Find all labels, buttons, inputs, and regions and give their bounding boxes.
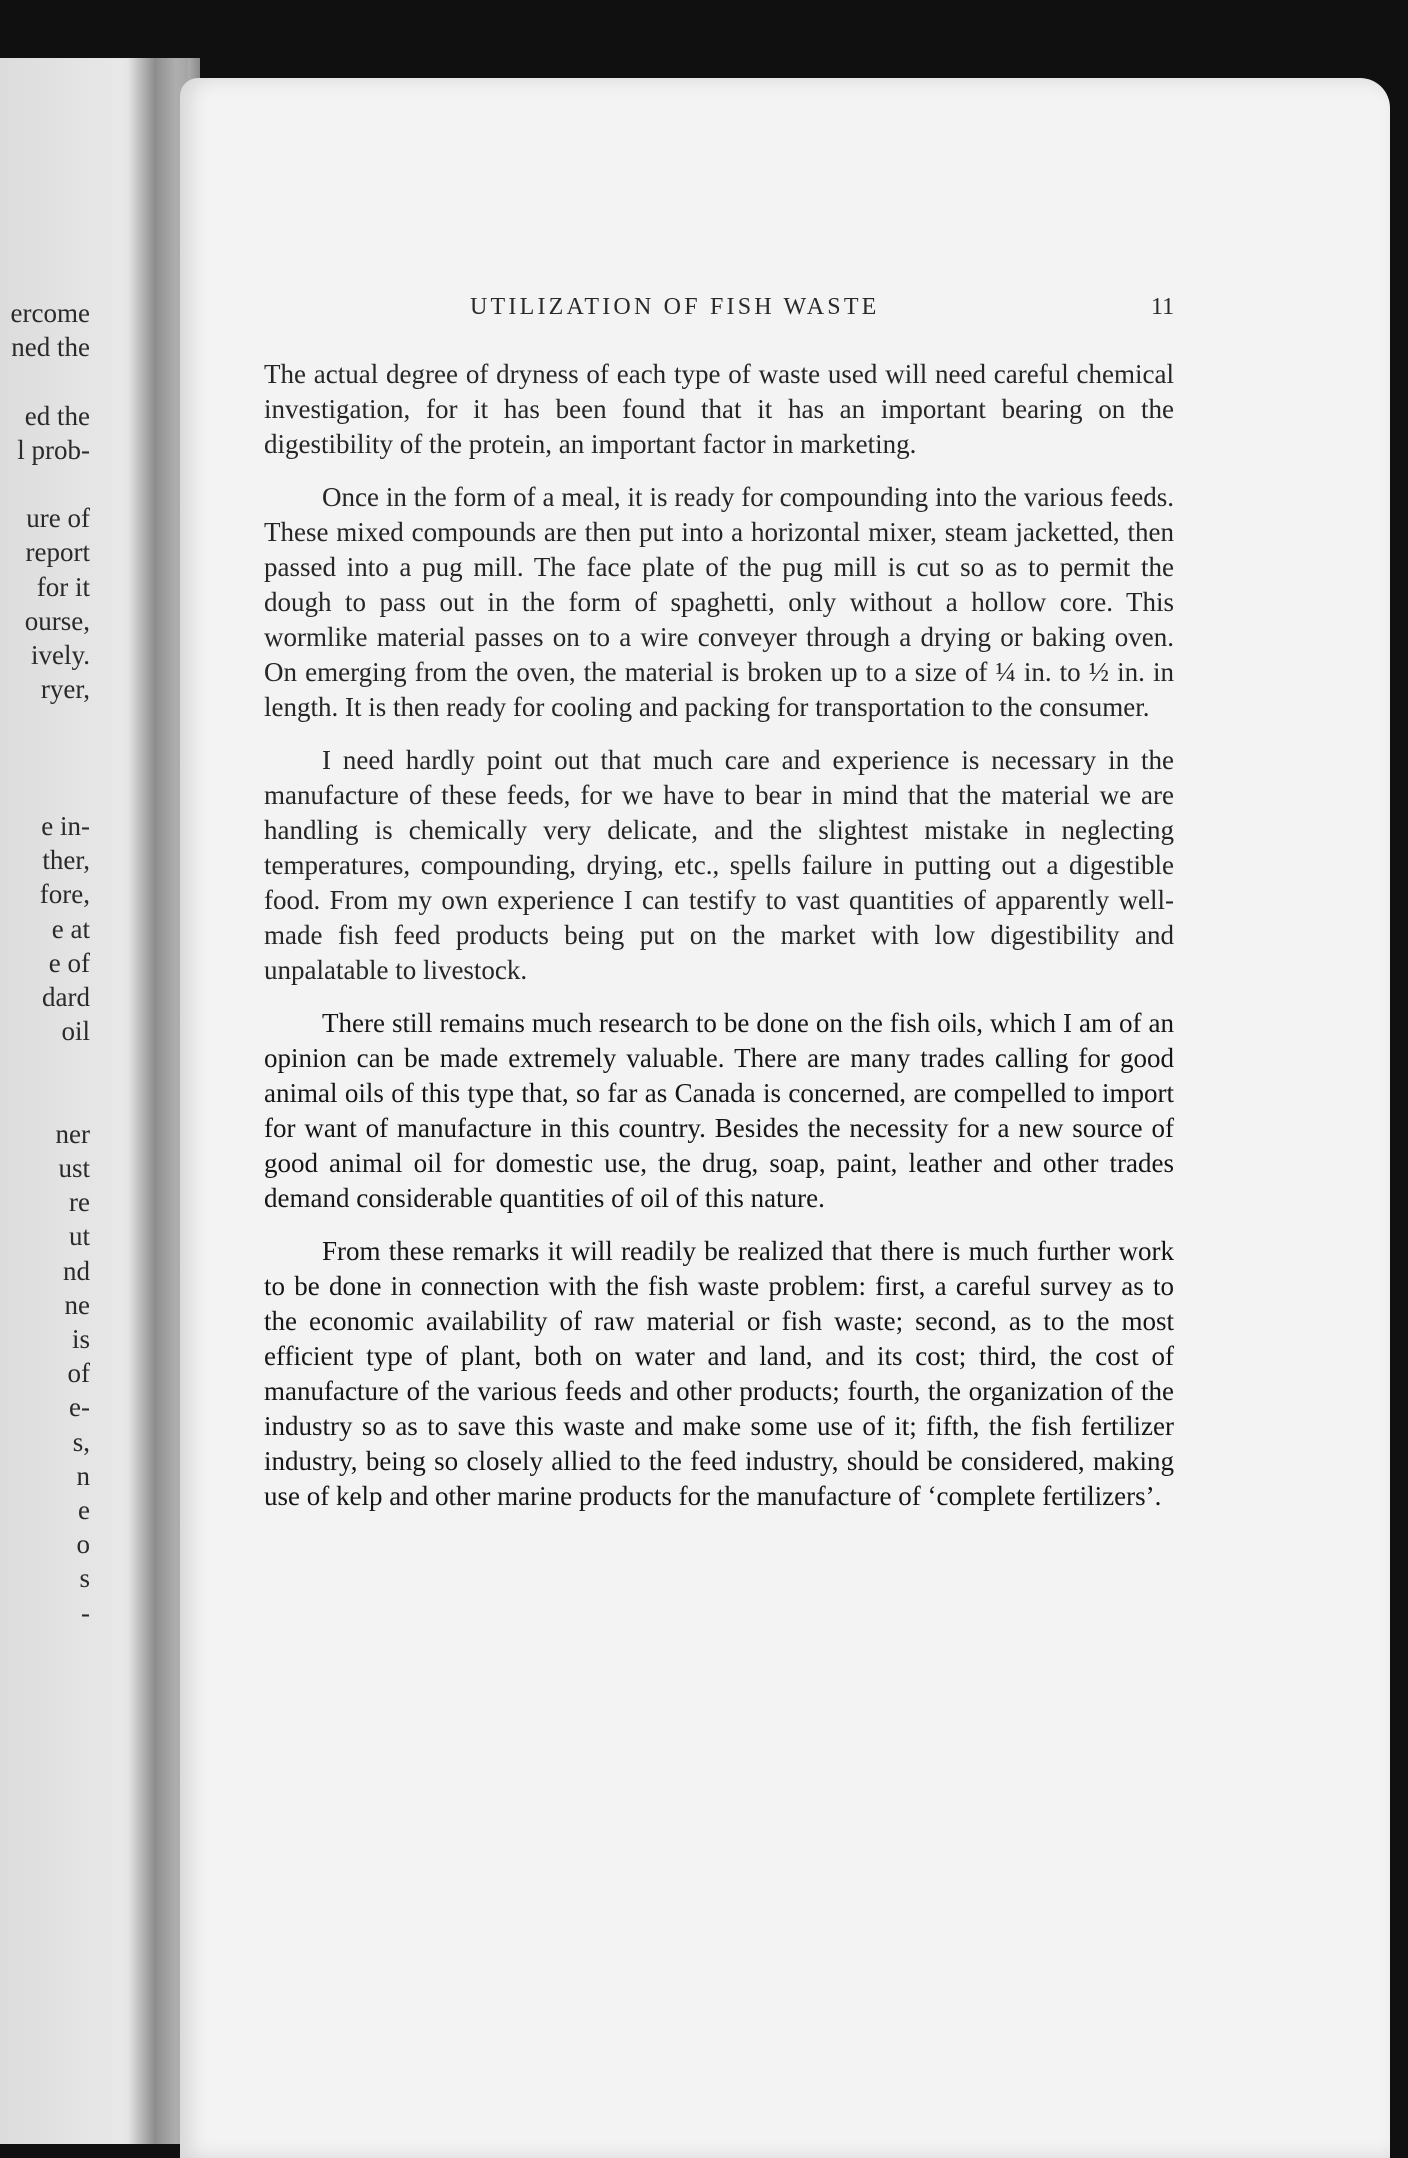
- facing-page-fragment: e in-: [41, 811, 90, 841]
- facing-page-fragment: ned the: [11, 332, 90, 363]
- facing-page-fragment: -: [81, 1597, 90, 1628]
- paragraph-2: Once in the form of a meal, it is ready for compounding into the various feeds. These mixed compounds are then put into a horizontal mixer, steam jacketted, then passed into a pug mill. The face plate of the pug mill is cut so as to permit the dough to pass out in the form of spaghetti, only without a hollow core. This wormlike material passes on to a wire conveyer through a drying or baking oven. On emerging from the oven, the material is broken up to a size of ¼ in. to ½ in. in length. It is then ready for cooling and packing for transportation to the consumer.: [264, 482, 1174, 722]
- facing-page-fragment: e at: [51, 913, 90, 944]
- facing-page-fragment: ed the: [24, 400, 90, 431]
- facing-page-fragment: for it: [36, 571, 90, 602]
- facing-page-fragment: fore,: [39, 879, 90, 910]
- facing-page-fragment: ure of: [26, 503, 90, 534]
- facing-page-fragment: o: [76, 1529, 90, 1560]
- body-text: [264, 357, 1174, 1532]
- facing-page-fragment: of: [67, 1358, 90, 1389]
- page-number: 11: [1151, 294, 1175, 320]
- book-gutter-shadow: [128, 58, 188, 2144]
- facing-page-fragment: s: [79, 1563, 90, 1594]
- facing-page-fragment: nd: [63, 1255, 90, 1286]
- paragraph-5: From these remarks it will readily be realized that there is much further work to be done in connection with the fish waste problem: first, a careful survey as to the economic availability of raw material or fish waste; second, as to the most efficient type of plant, both on water and land, and its cost; third, the cost of manufacture of the various feeds and other products; fourth, the organization of the industry so as to save this waste and make some use of it; fifth, the fish fertilizer industry, being so closely allied to the feed industry, should be considered, making use of kelp and other marine products for the manufacture of ‘complete fertilizers’.: [264, 1236, 1174, 1511]
- facing-page-fragment: ryer,: [40, 674, 90, 705]
- facing-page-fragment: report: [25, 537, 90, 568]
- paragraph-3: I need hardly point out that much care and experience is necessary in the manufacture of these feeds, for we have to bear in mind that the material we are handling is chemically very delicate, and the slightest mistake in neglecting temperatures, compounding, drying, etc., spells failure in putting out a digestible food. From my own experience I can testify to vast quantities of apparently well-made fish feed products being put on the market with low digestibility and unpalatable to livestock.: [264, 745, 1174, 985]
- facing-page-fragment: e-: [69, 1392, 90, 1423]
- running-title: UTILIZATION OF FISH WASTE: [470, 294, 880, 320]
- facing-page-fragment: is: [71, 1324, 90, 1354]
- facing-page-fragment: e: [78, 1495, 90, 1525]
- facing-page-fragment: ut: [68, 1221, 90, 1252]
- facing-page-fragment: l prob-: [17, 434, 90, 465]
- facing-page-fragment: ne: [64, 1289, 90, 1320]
- facing-page-fragment: ively.: [31, 640, 90, 670]
- facing-page-fragment: s,: [72, 1426, 90, 1457]
- facing-page-fragment: dard: [42, 982, 90, 1012]
- paragraph-1: The actual degree of dryness of each type of waste used will need careful chemical investigation, for it has been found that it has an important bearing on the digestibility of the protein, an important factor in marketing.: [264, 359, 1174, 459]
- paragraph-4: There still remains much research to be done on the fish oils, which I am of an opinion can be made extremely valuable. There are many trades calling for good animal oils of this type that, so far as Canada is concerned, are compelled to import for want of manufacture in this country. Besides the necessity for a new source of good animal oil for domestic use, the drug, soap, paint, leather and other trades demand considerable quantities of oil of this nature.: [264, 1008, 1174, 1213]
- facing-page-fragment: n: [76, 1460, 90, 1491]
- facing-page-fragment: ercome: [10, 298, 90, 328]
- facing-page-fragment: re: [69, 1187, 90, 1218]
- facing-page-fragment: ust: [58, 1153, 90, 1183]
- facing-page-fragment: ourse,: [24, 605, 90, 636]
- facing-page-fragment: oil: [61, 1016, 90, 1047]
- facing-page-fragment: e of: [48, 947, 90, 978]
- facing-page-fragment: ther,: [42, 845, 90, 876]
- facing-page-fragment: ner: [55, 1118, 90, 1149]
